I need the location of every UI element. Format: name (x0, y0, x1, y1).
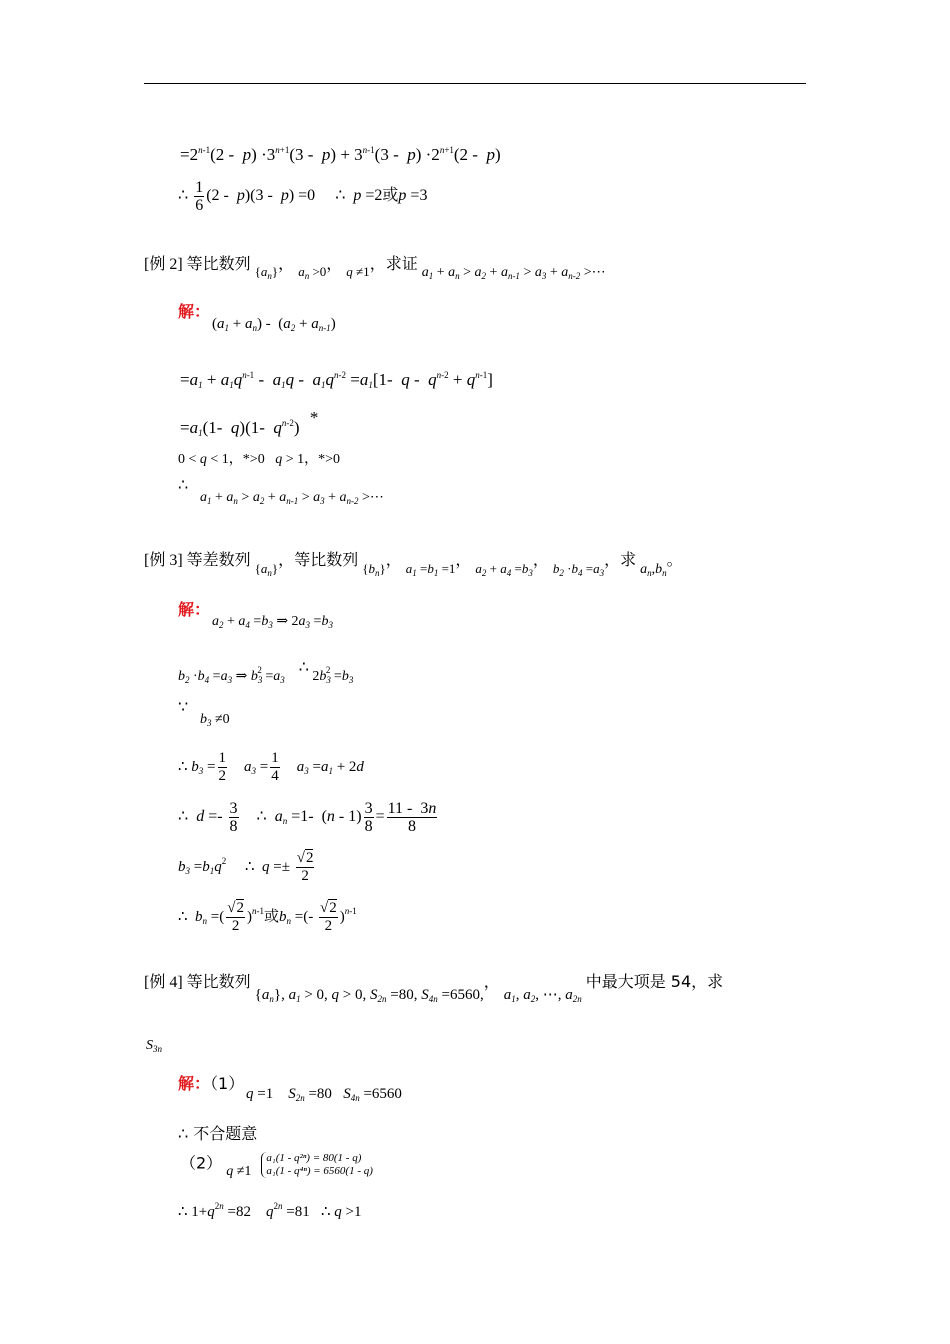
solution-label: 解：（1） (178, 1074, 245, 1093)
equation-line: $S_{3n}$ (146, 1038, 162, 1054)
equation-line: ∴ $b_n$ =( $\frac{√2}{2}$ )$^{n-1}$或$b_n$ =(- $\frac{√2}{2}$ )$^{n-1}$ (178, 900, 357, 934)
example-label: [例 3] 等差数列 (144, 552, 251, 569)
equation-line: （2） q ≠1 a₁(1 - q²ⁿ) = 80(1 - q) a₁(1 - q⁴ⁿ) = 6560(1 - q) (180, 1152, 373, 1179)
equation-line: 0 < q < 1，*>0 q > 1，*>0 (178, 452, 340, 467)
equation-line: $=a_1(1-$ q)(1- $q^{n-2}$) * (180, 408, 319, 438)
equation-line: $b_3 =b_1q^2$ ∴ q =± $\frac{√2}{2}$ (178, 850, 314, 884)
header-rule (144, 83, 806, 84)
equation-line: $b_2 \cdot b_4 =a_3$ ⇒ $b_3^2 =a_3$ ∴ $2b_3^2 =b_3$ (178, 659, 354, 685)
example-label: [例 4] 等比数列 (144, 974, 251, 991)
star-mark: * (309, 408, 319, 427)
solution-label: 解： (178, 302, 211, 321)
equation-line: q =1 $S_{2n} =80$ $S_{4n} =6560$ (246, 1086, 402, 1103)
equation-line: ∴ $\frac{1}{6}$ (2 - p)(3 - p) =0 ∴ p =2或p =3 (178, 179, 428, 214)
condition-text: 中最大项是 54，求 (585, 972, 724, 991)
example-label: [例 2] 等比数列 (144, 256, 251, 273)
solution-label: 解： (178, 600, 211, 619)
therefore-symbol: ∴ (335, 187, 346, 205)
fraction: $\frac{1}{6}$ (195, 179, 204, 214)
equation-line: ∴ $1+q^{2n} =82$ $q^{2n} =81$ ∴ q >1 (178, 1201, 362, 1220)
because-symbol: ∵ (178, 699, 189, 716)
therefore-symbol: ∴ (178, 187, 189, 205)
equation-line: ∴ $b_3$ = $\frac{1}{2}$ $a_3$ = $\frac{1}{4}$ $a_3 =a_1 + 2d$ (178, 750, 364, 784)
equation-line: $(a_1 + a_n) - (a_2 + a_{n-1})$ (212, 316, 336, 333)
example-4-heading: [例 4] 等比数列 $\{a_n\}$, $a_1 > 0$, q > 0, $S_{2n} =80$, $S_{4n} =6560$,， $a_1$, $a_2$, ⋯, $a_{2n}$ 中最大项是 54，求 (144, 972, 724, 1004)
equation-line: ∴ d =- $\frac{3}{8}$ ∴ $a_n =1-$ (n - 1) $\frac{3}{8}$ = $\frac{11 - 3n}{8}$ (178, 800, 437, 835)
equation-system: a₁(1 - q²ⁿ) = 80(1 - q) a₁(1 - q⁴ⁿ) = 6560(1 - q) (261, 1152, 373, 1178)
reject-line: ∴ 不合题意 (178, 1124, 258, 1143)
equation-line: $a_1 + a_n > a_2 + a_{n-1} > a_3 + a_{n-2}$ >⋯ (200, 490, 384, 506)
equation-line: $b_3 \ne 0$ (200, 712, 230, 728)
example-3-heading: [例 3] 等差数列 $_{\{a_n\}}$，等比数列 $_{\{b_n\}}$， $_{a_1 =b_1 =1}$， $_{a_2 + a_4 =b_3}$， $_{b_2 \cdot b_4 =a_3}$，求 $a_n,b_n$。 (144, 550, 683, 578)
example-2-heading: [例 2] 等比数列 $_{\{a_n\}}$， $_{a_n >0}$， $_{q \ne 1}$，求证 $a_1 + a_n > a_2 + a_{n-1} > a_3 + a_{n-2}$ >⋯ (144, 254, 606, 281)
equation-line: $a_2 + a_4 =b_3$ ⇒ $2a_3 =b_3$ (212, 614, 333, 630)
equation-line: $=a_1 + a_1q^{n-1} - a_1q - a_1q^{n-2} =a_1[1-$ $q - q^{n-2} + q^{n-1}$] (180, 370, 493, 390)
therefore-symbol: ∴ (178, 477, 189, 494)
equation-line: $=2^{n-1}(2 - p) \cdot 3^{n+1}(3 - p) + 3^{n-1}(3 - p) \cdot 2^{n+1}(2 - p)$ (180, 145, 501, 164)
